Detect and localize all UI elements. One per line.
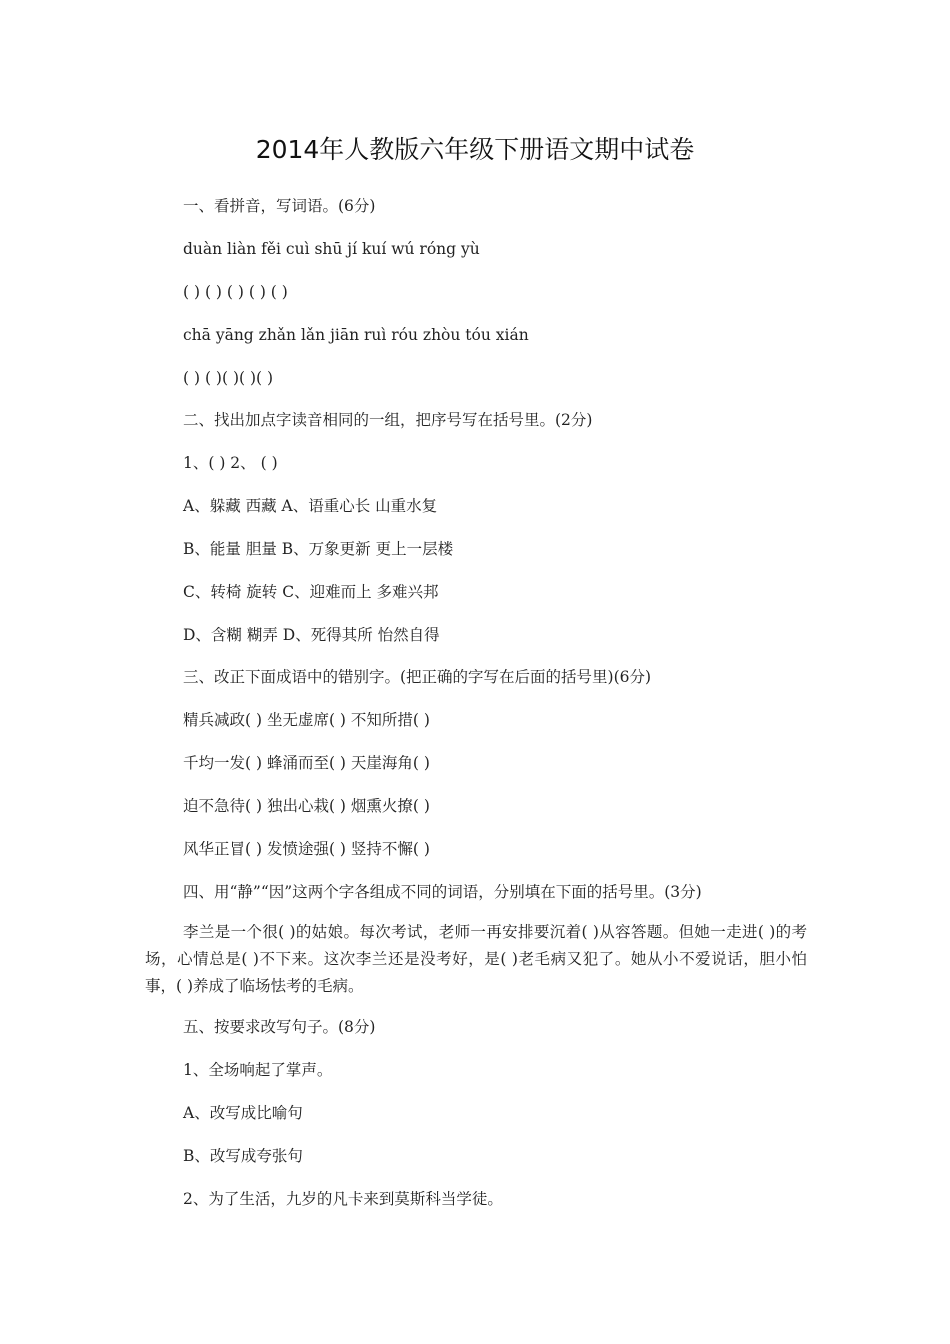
section-4-paragraph: 李兰是一个很( )的姑娘。每次考试，老师一再安排要沉着( )从容答题。但她一走进( )的考场，心情总是( )不下来。这次李兰还是没考好，是( )老毛病又犯了。她从小不爱说话，胆小怕事，( )养成了临场怯考的毛病。 bbox=[145, 923, 807, 995]
section-2-answer-row: 1、( ) 2、 ( ) bbox=[183, 454, 278, 472]
option-b: B、能量 胆量 B、万象更新 更上一层楼 bbox=[183, 540, 454, 558]
pinyin-row-2: chā yāng zhǎn lǎn jiān ruì róu zhòu tóu xián bbox=[183, 326, 529, 344]
answer-blanks-row-1: ( ) ( ) ( ) ( ) ( ) bbox=[183, 283, 288, 301]
section-4-heading: 四、用“静”“因”这两个字各组成不同的词语，分别填在下面的括号里。(3分) bbox=[183, 883, 702, 901]
option-a: A、躲藏 西藏 A、语重心长 山重水复 bbox=[183, 497, 438, 515]
section-2-heading: 二、找出加点字读音相同的一组，把序号写在括号里。(2分) bbox=[183, 411, 593, 429]
exam-title: 2014年人教版六年级下册语文期中试卷 bbox=[255, 135, 695, 164]
option-d: D、含糊 糊弄 D、死得其所 怡然自得 bbox=[183, 626, 440, 644]
section-3-heading: 三、改正下面成语中的错别字。(把正确的字写在后面的括号里)(6分) bbox=[183, 668, 652, 686]
idiom-row-4: 风华正冒( ) 发愤途强( ) 竖持不懈( ) bbox=[183, 840, 430, 858]
sentence-2: 2、为了生活，九岁的凡卡来到莫斯科当学徒。 bbox=[183, 1190, 503, 1208]
idiom-row-2: 千均一发( ) 蜂涌而至( ) 天崖海角( ) bbox=[183, 754, 430, 772]
section-1-heading: 一、看拼音，写词语。(6分) bbox=[183, 197, 376, 215]
idiom-row-3: 迫不急待( ) 独出心栽( ) 烟熏火撩( ) bbox=[183, 797, 430, 815]
idiom-row-1: 精兵减政( ) 坐无虚席( ) 不知所措( ) bbox=[183, 711, 430, 729]
answer-blanks-row-2: ( ) ( )( )( )( ) bbox=[183, 369, 274, 387]
sentence-1-task-b: B、改写成夸张句 bbox=[183, 1147, 303, 1165]
sentence-1: 1、全场响起了掌声。 bbox=[183, 1061, 333, 1079]
sentence-1-task-a: A、改写成比喻句 bbox=[183, 1104, 303, 1122]
pinyin-row-1: duàn liàn fěi cuì shū jí kuí wú róng yù bbox=[183, 240, 480, 258]
option-c: C、转椅 旋转 C、迎难而上 多难兴邦 bbox=[183, 583, 439, 601]
section-5-heading: 五、按要求改写句子。(8分) bbox=[183, 1018, 376, 1036]
